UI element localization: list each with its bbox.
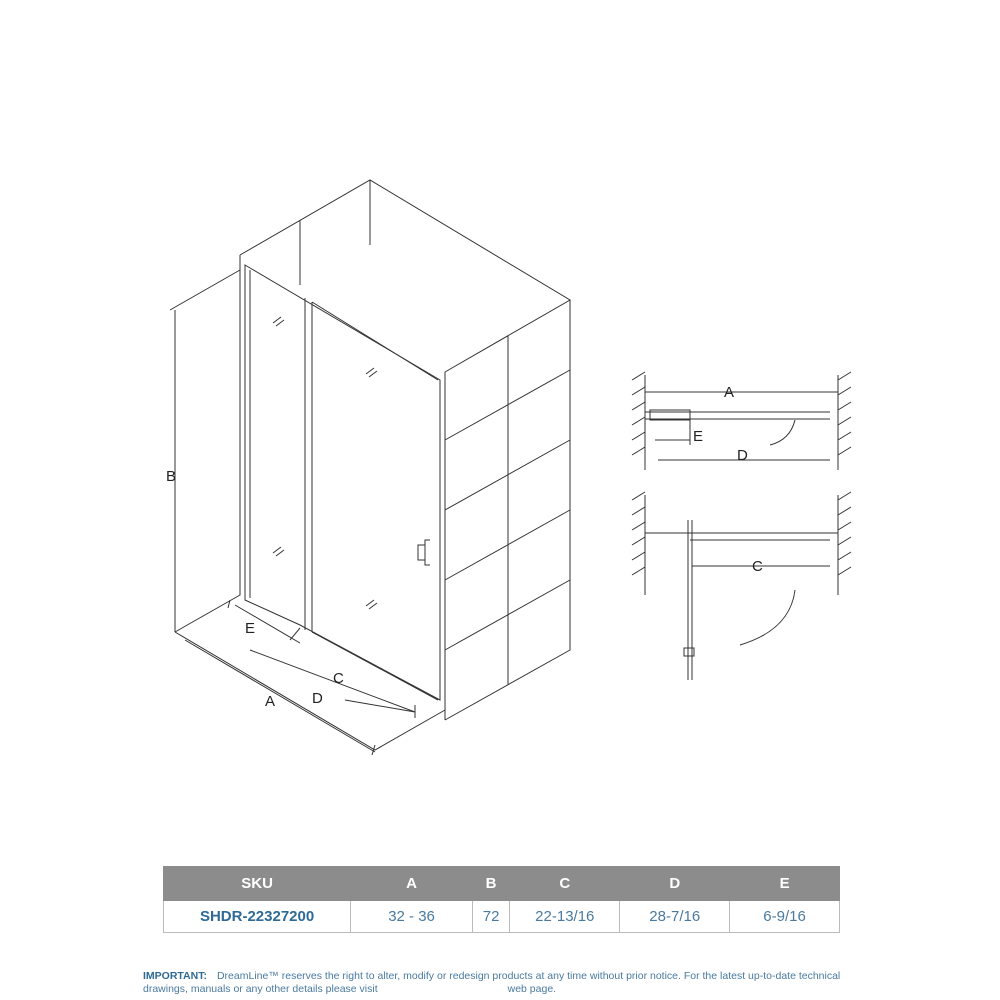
important-notice — [143, 970, 863, 996]
top-e-label: E — [693, 428, 704, 445]
cell-b: 72 — [472, 901, 509, 933]
cell-e: 6-9/16 — [730, 901, 840, 933]
dim-b-label: B — [166, 468, 177, 485]
notice-text: DreamLine™ reserves the right to alter, modify or redesign products at any time without prior notice. For the latest up-to-date technical drawings, manuals or any other details please visit — [143, 970, 841, 995]
dim-a-label: A — [265, 693, 276, 710]
header-d: D — [620, 867, 730, 901]
open-c-label: C — [752, 558, 763, 575]
cell-a: 32 - 36 — [351, 901, 473, 933]
dimensions-table — [163, 866, 840, 933]
cell-d: 28-7/16 — [620, 901, 730, 933]
header-b: B — [472, 867, 509, 901]
table-row — [164, 901, 840, 933]
dim-c-label: C — [333, 670, 344, 687]
top-d-label: D — [737, 447, 748, 464]
top-a-label: A — [724, 384, 735, 401]
header-sku: SKU — [164, 867, 351, 901]
header-a: A — [351, 867, 473, 901]
dim-e-label: E — [245, 620, 256, 637]
notice-text-end: web page. — [507, 983, 557, 995]
door-frame — [245, 265, 440, 700]
header-c: C — [510, 867, 620, 901]
notice-label: IMPORTANT: — [143, 970, 207, 982]
top-view-open — [632, 492, 851, 680]
cell-sku: SHDR-22327200 — [164, 901, 351, 933]
cell-c: 22-13/16 — [510, 901, 620, 933]
table-header-row — [164, 867, 840, 901]
header-e: E — [730, 867, 840, 901]
dim-d-label: D — [312, 690, 323, 707]
